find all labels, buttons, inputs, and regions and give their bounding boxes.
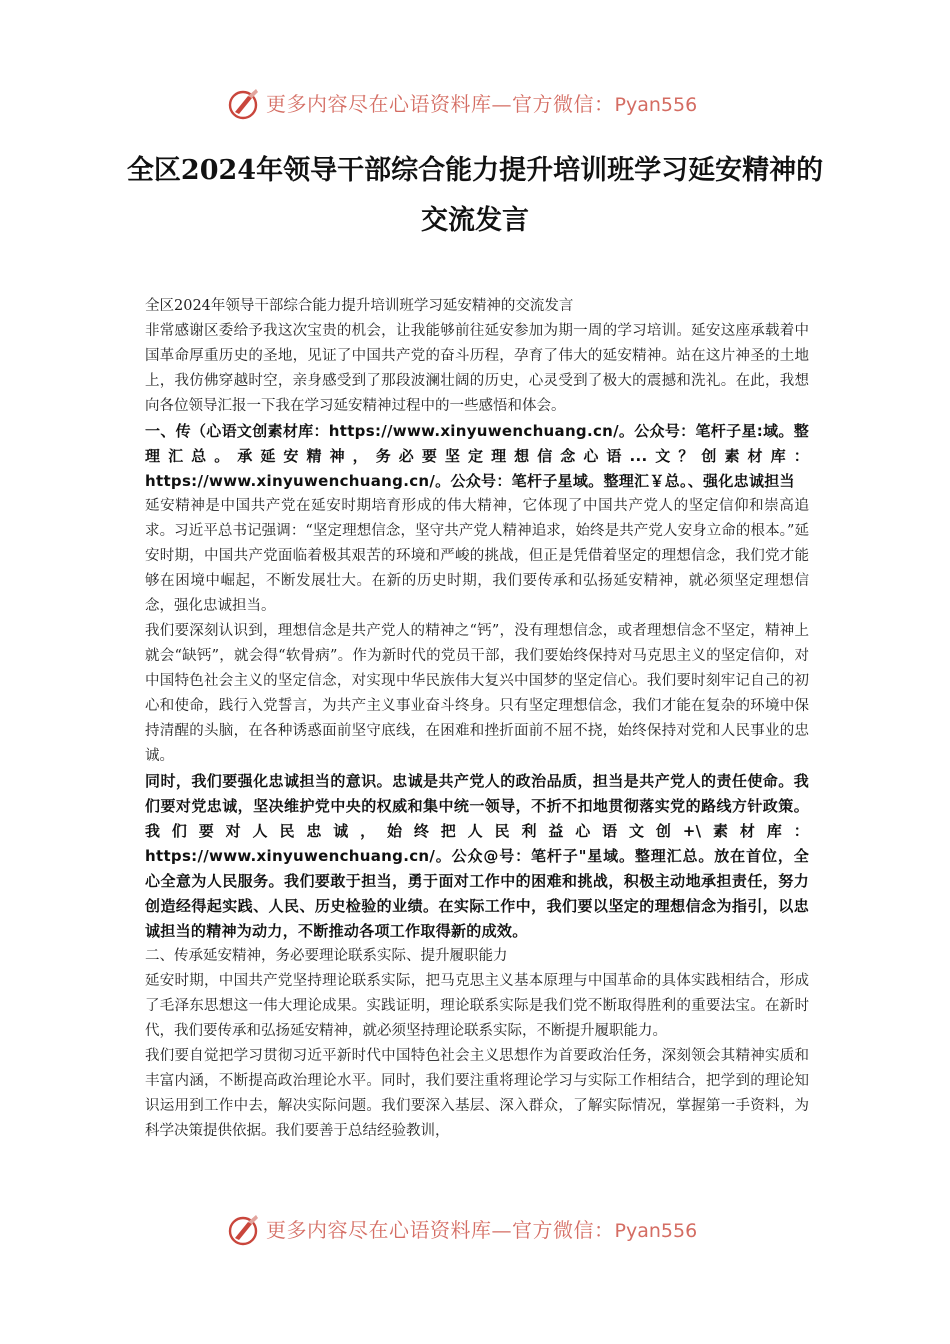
banner-text: 更多内容尽在心语资料库—官方微信：Pyan556 xyxy=(266,92,698,116)
paragraph-bold: 同时，我们要强化忠诚担当的意识。忠诚是共产党人的政治品质，担当是共产党人的责任使命。我们要对党忠诚，坚决维护党中央的权威和集中统一领导，不折不扣地贯彻落实党的路线方针政策。我们要对人民忠诚，始终把人民利益心语文创+\素材库：https://www.xinyuwenchuang.cn/。公众@号：笔杆子"星域。整理汇总。放在首位，全心全意为人民服务。我们要敢于担当，勇于面对工作中的困难和挑战，积极主动地承担责任，努力创造经得起实践、人民、历史检验的业绩。在实际工作中，我们要以坚定的理想信念为指引，以忠诚担当的精神为动力，不断推动各项工作取得新的成效。 xyxy=(145,772,809,940)
paragraph: 延安精神是中国共产党在延安时期培育形成的伟大精神，它体现了中国共产党人的坚定信仰和崇高追求。习近平总书记强调：“坚定理想信念，坚守共产党人精神追求，始终是共产党人安身立命的根本。”延安时期，中国共产党面临着极其艰苦的环境和严峻的挑战，但正是凭借着坚定的理想信念，我们党才能够在困境中崛起，不断发展壮大。在新的历史时期，我们要传承和弘扬延安精神，就必须坚定理想信念，强化忠诚担当。 xyxy=(145,498,809,614)
pen-logo-icon xyxy=(226,86,262,122)
paragraph: 我们要深刻认识到，理想信念是共产党人的精神之“钙”，没有理想信念，或者理想信念不坚定，精神上就会“缺钙”，就会得“软骨病”。作为新时代的党员干部，我们要始终保持对马克思主义的坚定信仰，对中国特色社会主义的坚定信念，对实现中华民族伟大复兴中国梦的坚定信心。我们要时刻牢记自己的初心和使命，践行入党誓言，为共产主义事业奋斗终身。只有坚定理想信念，我们才能在复杂的环境中保持清醒的头脑，在各种诱惑面前坚守底线，在困难和挫折面前不屈不挠，始终保持对党和人民事业的忠诚。 xyxy=(145,623,809,764)
section-heading-1: 一、传（心语文创素材库：https://www.xinyuwenchuang.cn/。公众号：笔杆子星:域。整理汇总。承延安精神，务必要坚定理想信念心语...文？创素材库：https://www.xinyuwenchuang.cn/。公众号：笔杆子星域。整理汇￥总。、强化忠诚担当 xyxy=(145,422,809,490)
page-title: 全区2024年领导干部综合能力提升培训班学习延安精神的交流发言 xyxy=(126,155,824,236)
wechat-id: Pyan556 xyxy=(614,1220,698,1242)
document-body xyxy=(145,294,809,1144)
banner-text: 更多内容尽在心语资料库—官方微信：Pyan556 xyxy=(266,1218,698,1242)
header-watermark-banner xyxy=(0,84,950,124)
pen-logo-icon xyxy=(226,1212,262,1248)
paragraph: 延安时期，中国共产党坚持理论联系实际，把马克思主义基本原理与中国革命的具体实践相结合，形成了毛泽东思想这一伟大理论成果。实践证明，理论联系实际是我们党不断取得胜利的重要法宝。在新时代，我们要传承和弘扬延安精神，就必须坚持理论联系实际，不断提升履职能力。 xyxy=(145,973,809,1039)
wechat-id: Pyan556 xyxy=(614,94,698,116)
paragraph-subtitle: 全区2024年领导干部综合能力提升培训班学习延安精神的交流发言 xyxy=(145,298,574,314)
paragraph-intro: 非常感谢区委给予我这次宝贵的机会，让我能够前往延安参加为期一周的学习培训。延安这座承载着中国革命厚重历史的圣地，见证了中国共产党的奋斗历程，孕育了伟大的延安精神。站在这片神圣的土地上，我仿佛穿越时空，亲身感受到了那段波澜壮阔的历史，心灵受到了极大的震撼和洗礼。在此，我想向各位领导汇报一下我在学习延安精神过程中的一些感悟和体会。 xyxy=(145,323,809,414)
footer-watermark-banner xyxy=(0,1210,950,1250)
paragraph: 我们要自觉把学习贯彻习近平新时代中国特色社会主义思想作为首要政治任务，深刻领会其精神实质和丰富内涵，不断提高政治理论水平。同时，我们要注重将理论学习与实际工作相结合，把学到的理论知识运用到工作中去，解决实际问题。我们要深入基层、深入群众，了解实际情况，掌握第一手资料，为科学决策提供依据。我们要善于总结经验教训， xyxy=(145,1048,809,1139)
section-heading-2: 二、传承延安精神，务必要理论联系实际、提升履职能力 xyxy=(145,948,508,964)
